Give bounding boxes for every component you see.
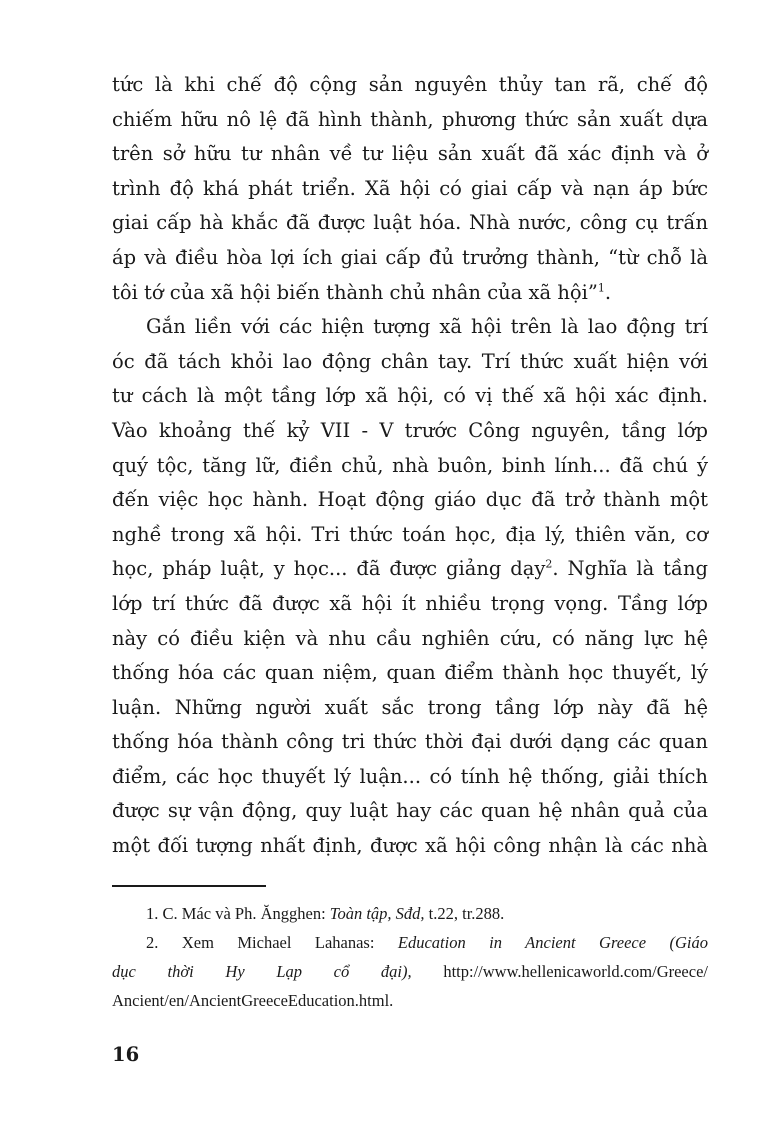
text-line: thống hóa thành công tri thức thời đại dưới dạng các quan — [112, 730, 708, 754]
text-line: áp và điều hòa lợi ích giai cấp đủ trưởng thành, “từ chỗ là — [112, 245, 708, 269]
text-line: một đối tượng nhất định, được xã hội công nhận là các nhà — [112, 834, 708, 858]
text-line: tức là khi chế độ cộng sản nguyên thủy tan rã, chế độ — [112, 73, 708, 96]
footnotes — [112, 899, 708, 1015]
text-line: giai cấp hà khắc đã được luật hóa. Nhà nước, công cụ trấn — [112, 211, 708, 235]
text-segment: học, pháp luật, y học... đã được giảng dạy — [112, 557, 546, 581]
text-line: được sự vận động, quy luật hay các quan hệ nhân quả của — [112, 799, 708, 823]
text-line: Vào khoảng thế kỷ VII - V trước Công nguyên, tầng lớp — [112, 418, 708, 442]
footnote-text: t.22, tr.288. — [424, 904, 505, 923]
text-line: trình độ khá phát triển. Xã hội có giai cấp và nạn áp bức — [112, 176, 708, 200]
footnote-title: dục thời Hy Lạp cổ đại), — [112, 962, 412, 981]
text-line — [112, 276, 708, 311]
text-line: này có điều kiện và nhu cầu nghiên cứu, có năng lực hệ — [112, 626, 708, 650]
footnote-1 — [112, 899, 708, 928]
text-line: nghề trong xã hội. Tri thức toán học, địa lý, thiên văn, cơ — [112, 522, 708, 546]
footnote-title: Toàn tập, Sđd, — [329, 904, 425, 923]
footnote-2-line-2 — [112, 957, 708, 986]
text-line: đến việc học hành. Hoạt động giáo dục đã trở thành một — [112, 488, 708, 512]
text-segment: . — [604, 280, 612, 304]
footnote-divider — [112, 885, 266, 887]
text-line: Gắn liền với các hiện tượng xã hội trên là lao động trí — [146, 315, 708, 339]
footnote-2-line-3: Ancient/en/AncientGreeceEducation.html. — [112, 991, 394, 1010]
text-line: óc đã tách khỏi lao động chân tay. Trí thức xuất hiện với — [112, 349, 708, 373]
footnote-url: http://www.hellenicaworld.com/Greece/ — [411, 962, 708, 981]
footnote-text: 1. C. Mác và Ph. Ăngghen: — [146, 904, 330, 923]
text-line: tư cách là một tầng lớp xã hội, có vị thế xã hội xác định. — [112, 384, 708, 408]
page-body — [112, 68, 708, 864]
text-segment: tôi tớ của xã hội biến thành chủ nhân của xã hội” — [112, 280, 598, 304]
footnote-ref-2: 2 — [545, 557, 553, 571]
text-line: lớp trí thức đã được xã hội ít nhiều trọng vọng. Tầng lớp — [112, 591, 708, 615]
paragraph-1 — [112, 68, 708, 310]
text-line: quý tộc, tăng lữ, điền chủ, nhà buôn, binh lính... đã chú ý — [112, 453, 708, 477]
text-line — [112, 552, 708, 587]
text-line: trên sở hữu tư nhân về tư liệu sản xuất đã xác định và ở — [112, 142, 708, 166]
text-segment: . Nghĩa là tầng — [552, 557, 708, 581]
page-number: 16 — [112, 1043, 140, 1066]
footnote-ref-1: 1 — [597, 281, 605, 295]
footnote-2-line-1 — [112, 928, 708, 957]
text-line: chiếm hữu nô lệ đã hình thành, phương thức sản xuất dựa — [112, 107, 708, 131]
footnote-text: 2. Xem Michael Lahanas: — [146, 933, 398, 952]
text-line: điểm, các học thuyết lý luận... có tính hệ thống, giải thích — [112, 764, 708, 788]
footnote-title: Education in Ancient Greece (Giáo — [397, 933, 708, 952]
text-line: thống hóa các quan niệm, quan điểm thành học thuyết, lý — [112, 661, 708, 685]
text-line: luận. Những người xuất sắc trong tầng lớp này đã hệ — [112, 695, 708, 719]
paragraph-2 — [112, 310, 708, 864]
